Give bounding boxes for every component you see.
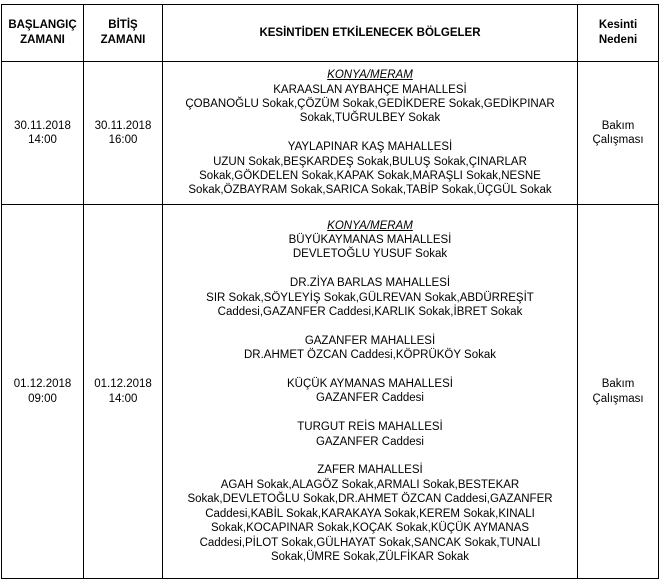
neighborhood-name: YAYLAPINAR KAŞ MAHALLESİ xyxy=(287,141,453,154)
header-reason-line: Nedeni xyxy=(598,34,638,46)
street-line: AGAH Sokak,ALAGÖZ Sokak,ARMALI Sokak,BESTEKAR xyxy=(220,478,520,491)
neighborhood-name: TURGUT REİS MAHALLESİ xyxy=(297,421,443,434)
header-reason-line: Kesinti xyxy=(598,19,638,31)
outage-table xyxy=(1,4,659,579)
group-spacer xyxy=(163,126,577,140)
header-reason xyxy=(578,5,659,62)
end-date: 01.12.2018 xyxy=(94,378,152,391)
header-start-line: ZAMANI xyxy=(20,34,65,46)
reason-line: Bakım xyxy=(601,119,635,132)
street-line: Sokak,ÜMRE Sokak,ZÜLFİKAR Sokak xyxy=(270,550,470,563)
street-line: Caddesi,KABİL Sokak,KARAKAYA Sokak,KEREM Sokak,KINALI xyxy=(205,507,535,520)
street-line: Sokak,ÖZBAYRAM Sokak,SARICA Sokak,TABİP Sokak,ÜÇGÜL Sokak xyxy=(188,184,552,197)
group-spacer xyxy=(163,319,577,333)
street-line: Sokak,DEVLETOĞLU Sokak,DR.AHMET ÖZCAN Caddesi,GAZANFER xyxy=(187,493,553,506)
end-time-cell xyxy=(84,205,163,579)
header-row xyxy=(2,5,659,62)
reason-line: Çalışması xyxy=(592,392,644,405)
neighborhood-name: KÜÇÜK AYMANAS MAHALLESİ xyxy=(287,378,453,391)
header-start-line: BAŞLANGIÇ xyxy=(8,19,77,31)
reason-cell xyxy=(578,205,659,579)
start-time-cell xyxy=(2,205,84,579)
street-line: Sokak,KOCAPINAR Sokak,KOÇAK Sokak,KÜÇÜK AYMANAS xyxy=(210,522,530,535)
end-hour: 16:00 xyxy=(108,134,138,146)
street-line: Sokak,GÖKDELEN Sokak,KAPAK Sokak,MARAŞLI Sokak,NESNE xyxy=(199,170,541,182)
street-line: DEVLETOĞLU YUSUF Sokak xyxy=(292,248,448,261)
group-spacer xyxy=(163,406,577,420)
table-row xyxy=(2,62,659,205)
group-spacer xyxy=(163,363,577,377)
regions-cell xyxy=(163,205,578,579)
header-regions-label: KESİNTİDEN ETKİLENECEK BÖLGELER xyxy=(259,26,481,39)
city-district: KONYA/MERAM xyxy=(327,219,413,232)
start-date: 30.11.2018 xyxy=(14,119,71,132)
header-end-line: ZAMANI xyxy=(100,34,146,46)
street-line: Caddesi,PİLOT Sokak,GÜLHAYAT Sokak,SANCAK Sokak,TUNALI xyxy=(199,536,541,549)
start-hour: 14:00 xyxy=(28,134,57,146)
reason-line: Bakım xyxy=(601,378,635,391)
end-time-cell xyxy=(84,62,163,205)
street-line: DR.AHMET ÖZCAN Caddesi,KÖPRÜKÖY Sokak xyxy=(243,349,496,362)
neighborhood-name: DR.ZİYA BARLAS MAHALLESİ xyxy=(289,277,451,290)
group-spacer xyxy=(163,262,577,276)
regions-cell xyxy=(163,62,578,205)
header-end-line: BİTİŞ xyxy=(108,19,138,31)
street-line: Caddesi,GAZANFER Caddesi,KARLIK Sokak,İBRET Sokak xyxy=(217,306,523,319)
neighborhood-name: BÜYÜKAYMANAS MAHALLESİ xyxy=(288,234,452,247)
start-time-cell xyxy=(2,62,84,205)
end-hour: 14:00 xyxy=(108,392,138,405)
neighborhood-name: KARAASLAN AYBAHÇE MAHALLESİ xyxy=(273,83,467,96)
street-line: GAZANFER Caddesi xyxy=(315,435,424,448)
neighborhood-name: ZAFER MAHALLESİ xyxy=(317,464,423,477)
neighborhood-name: GAZANFER MAHALLESİ xyxy=(304,334,436,347)
city-district: KONYA/MERAM xyxy=(327,69,413,82)
reason-cell xyxy=(578,62,659,205)
group-spacer xyxy=(163,449,577,463)
table-row xyxy=(2,205,659,579)
start-date: 01.12.2018 xyxy=(13,378,72,391)
end-date: 30.11.2018 xyxy=(94,119,152,132)
header-regions xyxy=(163,5,578,62)
start-hour: 09:00 xyxy=(28,392,57,405)
street-line: UZUN Sokak,BEŞKARDEŞ Sokak,BULUŞ Sokak,ÇINARLAR xyxy=(213,155,527,168)
street-line: SIR Sokak,SÖYLEYİŞ Sokak,GÜLREVAN Sokak,ABDÜRREŞİT xyxy=(206,291,534,304)
header-end-time xyxy=(84,5,163,62)
street-line: ÇOBANOĞLU Sokak,ÇÖZÜM Sokak,GEDİKDERE Sokak,GEDİKPINAR xyxy=(185,97,555,110)
street-line: Sokak,TUĞRULBEY Sokak xyxy=(299,112,441,125)
header-start-time xyxy=(2,5,84,62)
street-line: GAZANFER Caddesi xyxy=(315,392,424,405)
reason-line: Çalışması xyxy=(592,134,644,146)
